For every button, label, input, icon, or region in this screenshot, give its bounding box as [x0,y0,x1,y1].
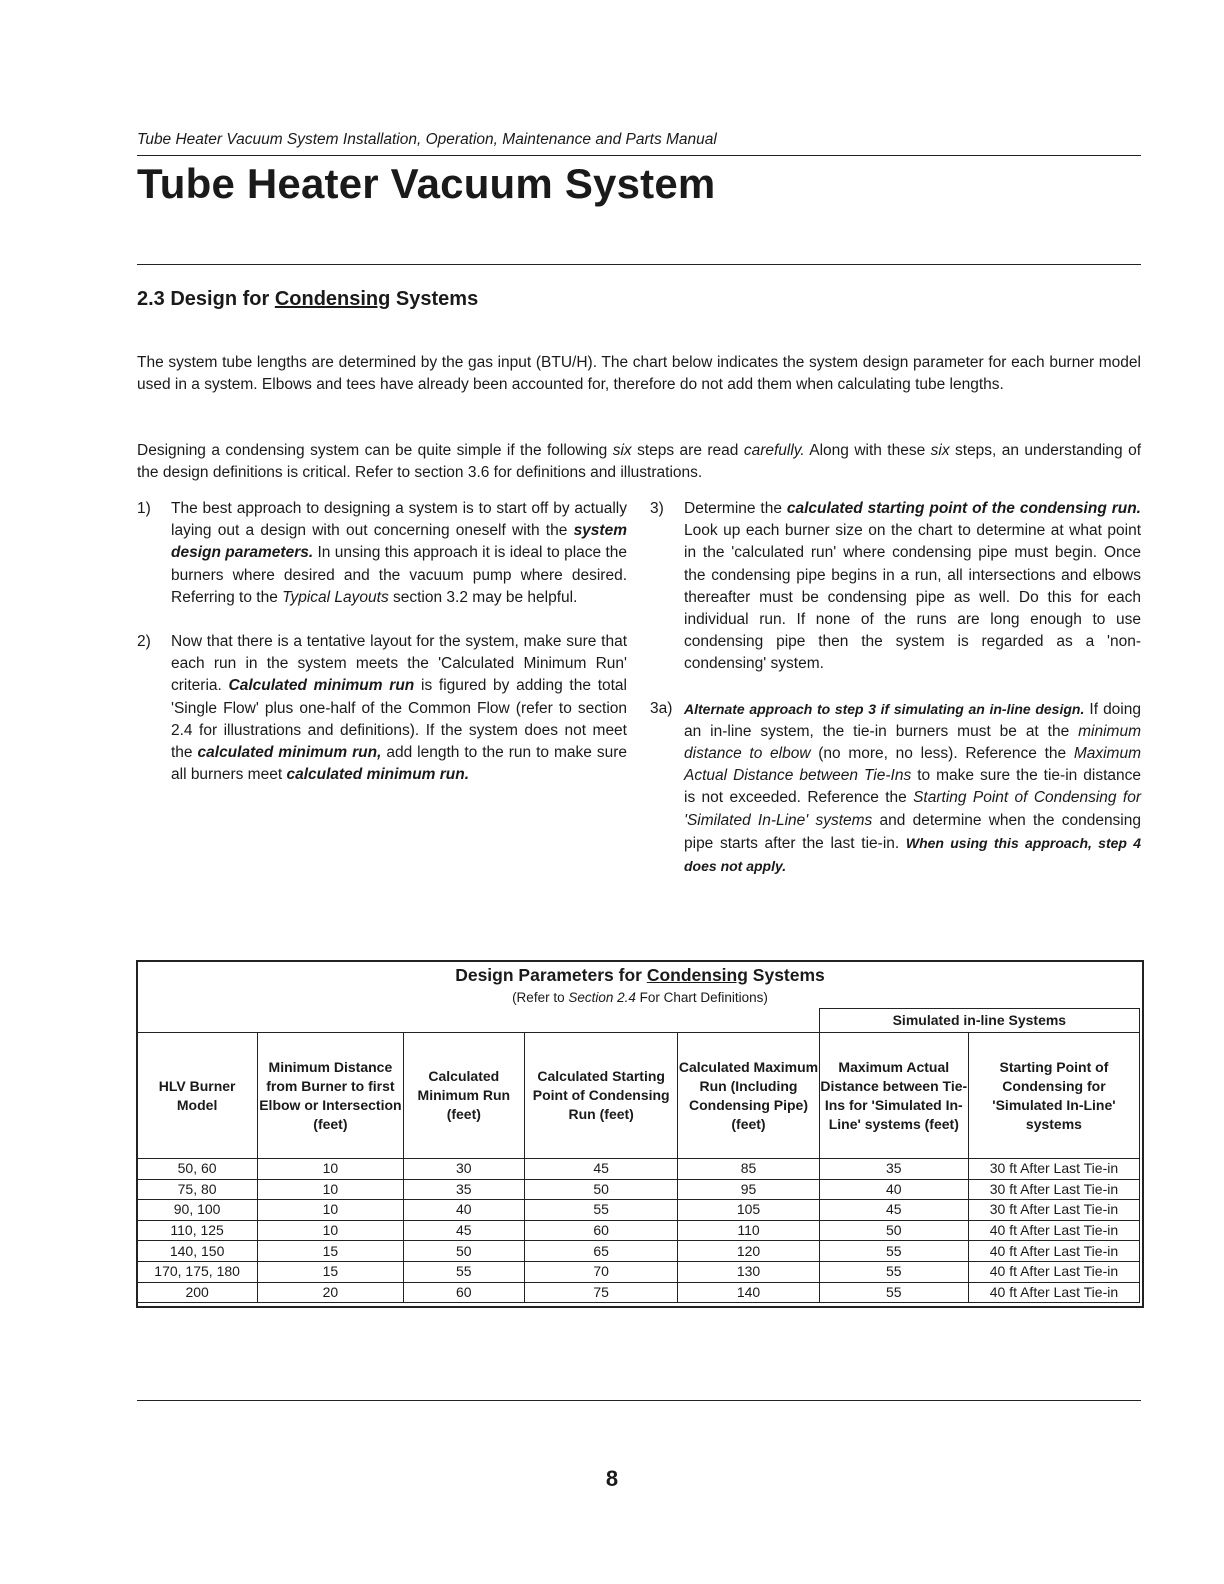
table-cell: 35 [819,1159,968,1180]
table-cell: 10 [258,1159,403,1180]
table-cell: 40 ft After Last Tie-in [968,1220,1139,1241]
text-run: In unsing this approach it is ideal to place the burners where desired and the vacuum pump where desired. Referring to the [171,544,627,606]
table-cell: 15 [258,1261,403,1282]
text-run: Systems [747,965,825,985]
heading-underlined-text: Condensing [274,288,391,310]
table-cell: 50 [819,1220,968,1241]
steps-left-column [137,498,627,808]
step-number: 3a) [650,699,673,717]
table-cell: 55 [403,1261,524,1282]
text-run: When using this approach, step 4 does not apply. [684,834,1141,875]
text-run: Along with these [804,442,931,459]
text-run: Maximum Actual Distance between Tie-Ins [684,745,1141,785]
steps-right-column [650,498,1141,900]
table-cell: 95 [678,1179,819,1200]
table-row [137,1179,1140,1200]
text-run: Now that there is a tentative layout for the system, make sure that each run in the system meets the 'Calculated Minimum Run' criteria. [171,633,627,695]
table-cell: 130 [678,1261,819,1282]
text-run: system design parameters. [171,522,627,562]
text-run: minimum distance to elbow [684,722,1141,763]
column-header: Minimum Distance from Burner to first Elbow or Intersection (feet) [258,1033,403,1159]
header-rule [137,155,1141,156]
column-header: Maximum Actual Distance between Tie-Ins for 'Simulated In-Line' systems (feet) [819,1033,968,1159]
table-cell: 110, 125 [137,1220,258,1241]
table-subtitle [138,990,1142,1005]
text-run: Design Parameters for [455,965,647,985]
step-number: 1) [137,500,151,517]
table-cell: 50, 60 [137,1159,258,1180]
column-header: Calculated Starting Point of Condensing Run (feet) [525,1033,678,1159]
table-cell: 50 [403,1241,524,1262]
table-cell: 30 [403,1159,524,1180]
text-run: calculated minimum run. [286,766,470,784]
step-number: 3) [650,500,664,517]
table-cell: 70 [525,1261,678,1282]
column-header: Calculated Maximum Run (Including Condensing Pipe) (feet) [678,1033,819,1159]
text-run: Determine the [684,500,787,517]
table-cell: 45 [819,1200,968,1221]
table-cell: 55 [819,1261,968,1282]
table-row [137,1159,1140,1180]
step-text [684,698,1141,879]
table-cell: 110 [678,1220,819,1241]
table-cell: 120 [678,1241,819,1262]
text-run: If doing an in-line system, the tie-in burners must be at the [684,700,1141,740]
step-text [171,631,627,786]
step-text [171,498,627,609]
table-cell: 65 [525,1241,678,1262]
text-run: section 3.2 may be helpful. [388,588,578,606]
text-run: add length to the run to make sure all burners meet [171,744,627,784]
table-cell: 105 [678,1200,819,1221]
footer-rule [137,1400,1141,1401]
table-cell: 75, 80 [137,1179,258,1200]
table-cell: 140, 150 [137,1241,258,1262]
table-cell: 40 ft After Last Tie-in [968,1282,1139,1303]
text-run: Condensing [646,965,748,985]
table-cell: 55 [819,1282,968,1303]
text-run: carefully. [743,442,805,459]
column-header: Starting Point of Condensing for 'Simulated In-Line' systems [968,1033,1139,1159]
text-run: Designing a condensing system can be quite simple if the following [137,442,613,459]
group-header: Simulated in-line Systems [819,1009,1139,1033]
table-row [137,1220,1140,1241]
text-run: The best approach to designing a system is to start off by actually laying out a design with out concerning oneself with the [171,500,627,540]
table-cell: 30 ft After Last Tie-in [968,1159,1139,1180]
text-run: to make sure the tie-in distance is not exceeded. Reference the [684,767,1142,807]
column-header: HLV Burner Model [137,1033,258,1159]
document-title: Tube Heater Vacuum System [137,160,716,207]
section-heading [137,288,478,311]
heading-text: 2.3 Design for [137,288,275,310]
text-run: steps are read [631,442,744,459]
table-row [137,1200,1140,1221]
table-cell: 200 [137,1282,258,1303]
table-cell: 60 [403,1282,524,1303]
table-cell: 40 ft After Last Tie-in [968,1261,1139,1282]
table-cell: 10 [258,1179,403,1200]
table-cell: 75 [525,1282,678,1303]
table-cell: 35 [403,1179,524,1200]
running-header: Tube Heater Vacuum System Installation, Operation, Maintenance and Parts Manual [137,131,717,148]
table-cell: 90, 100 [137,1200,258,1221]
group-header-spacer [137,1009,820,1033]
table-cell: 30 ft After Last Tie-in [968,1200,1139,1221]
text-run: calculated starting point of the condensing run. [786,500,1141,517]
text-run: Starting Point of Condensing for 'Similated In-Line' systems [684,789,1141,829]
intro-paragraph: The system tube lengths are determined by the gas input (BTU/H). The chart below indicates the system design parameter for each burner model used in a system. Elbows and tees have already been accounted for, therefore do not add them when calculating tube lengths. [137,354,1141,393]
heading-text-end: Systems [390,288,479,310]
table-row [137,1241,1140,1262]
steps-intro-paragraph [137,440,1141,484]
table-cell: 20 [258,1282,403,1303]
table-cell: 60 [525,1220,678,1241]
text-run: is figured by adding the total 'Single Flow' plus one-half of the Common Flow (refer to section 2.4 for illustrations and definitions). If the system does not meet the [171,677,627,762]
table-row [137,1282,1140,1303]
table-cell: 30 ft After Last Tie-in [968,1179,1139,1200]
text-run: Calculated minimum run [228,677,415,695]
step-1 [137,498,627,609]
table-cell: 140 [678,1282,819,1303]
column-header: Calculated Minimum Run (feet) [403,1033,524,1159]
step-text [684,498,1141,676]
table-cell: 55 [819,1241,968,1262]
table-cell: 45 [525,1159,678,1180]
text-run: Look up each burner size on the chart to determine at what point in the 'calculated run' where condensing pipe must begin. Once the condensing pipe begins in a run, all intersections and elbows thereafter must be condensing pipe as well. Do this for each individual run. If none of the runs are long enough to use condensing pipe then the system is regarded as a 'non-condensing' system. [684,522,1141,673]
table-cell: 40 [819,1179,968,1200]
table-title [138,965,1142,986]
text-run: and determine when the condensing pipe starts after the last tie-in. [684,811,1141,852]
table-cell: 10 [258,1220,403,1241]
text-run: (no more, no less). Reference the [810,745,1074,763]
text-run: (Refer to [512,990,569,1005]
table-cell: 50 [525,1179,678,1200]
table-cell: 40 ft After Last Tie-in [968,1241,1139,1262]
table-cell: 10 [258,1200,403,1221]
table-cell: 55 [525,1200,678,1221]
title-rule [137,264,1141,265]
table-cell: 40 [403,1200,524,1221]
table-cell: 170, 175, 180 [137,1261,258,1282]
step-3 [650,498,1141,676]
text-run: six [930,442,950,459]
text-run: Typical Layouts [282,588,389,606]
table-cell: 15 [258,1241,403,1262]
table-cell: 45 [403,1220,524,1241]
text-run: Alternate approach to step 3 if simulating an in-line design. [684,700,1085,717]
text-run: six [612,442,632,459]
parameters-grid [136,1008,1140,1303]
text-run: Section 2.4 [568,990,636,1005]
table-row [137,1261,1140,1282]
page-number: 8 [605,1466,619,1491]
text-run: For Chart Definitions) [635,990,768,1005]
text-run: calculated minimum run, [197,744,382,762]
design-parameters-table [136,960,1144,1308]
table-cell: 85 [678,1159,819,1180]
step-3a [650,698,1141,879]
step-number: 2) [137,633,151,651]
step-2 [137,631,627,786]
text-run: steps, an understanding of the design definitions is critical. Refer to section 3.6 for definitions and illustrations. [137,442,1142,481]
